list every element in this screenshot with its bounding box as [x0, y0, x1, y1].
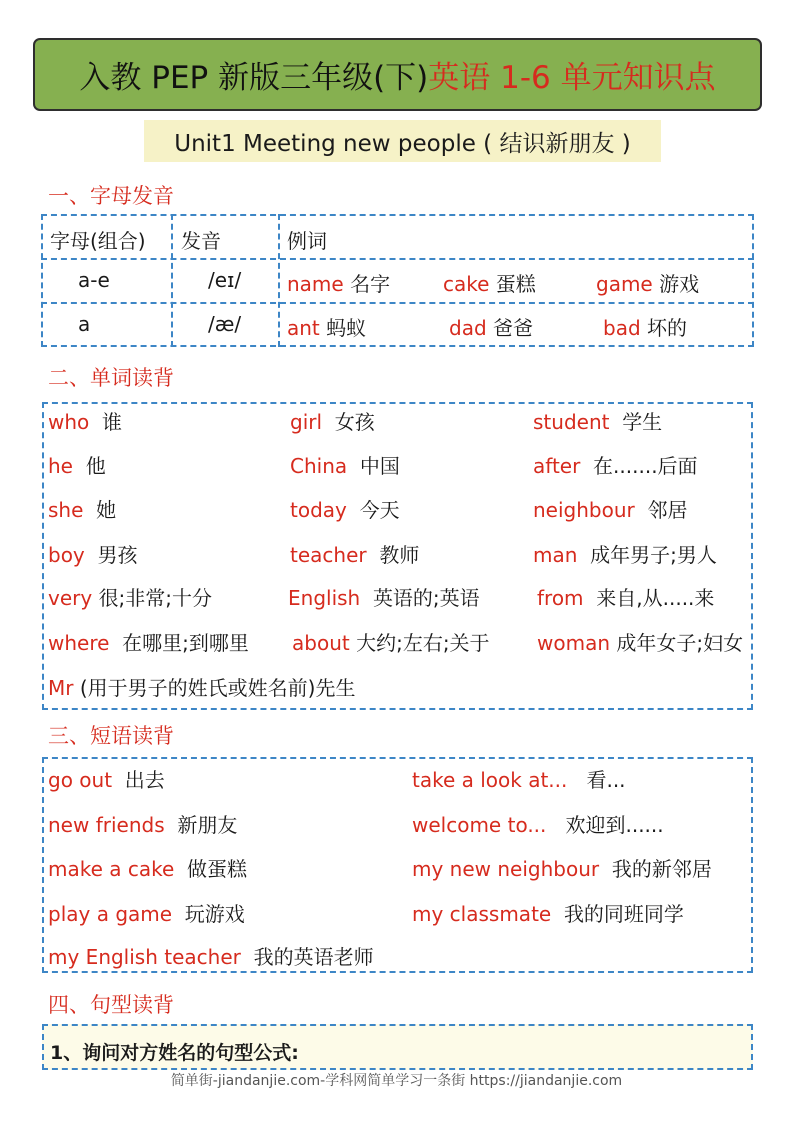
word-today: today 今天 [290, 498, 400, 522]
phonics-divider-1 [171, 214, 173, 347]
phrase-welcome-to: welcome to... 欢迎到...... [412, 813, 664, 837]
header-sound: 发音 [181, 229, 221, 253]
phonics-row-divider-1 [41, 258, 754, 260]
word-he: he 他 [48, 454, 106, 478]
word-mr: Mr (用于男子的姓氏或姓名前)先生 [48, 676, 356, 700]
word-where: where 在哪里;到哪里 [48, 631, 249, 655]
word-from: from 来自,从.....来 [537, 586, 715, 610]
header-examples: 例词 [287, 229, 327, 253]
phrase-take-a-look: take a look at... 看... [412, 768, 626, 792]
word-she: she 她 [48, 498, 117, 522]
word-woman: woman 成年女子;妇女 [537, 631, 744, 655]
sentence-item-1: 1、询问对方姓名的句型公式: [50, 1042, 299, 1064]
letter-2: a [78, 312, 91, 336]
phrase-play-a-game: play a game 玩游戏 [48, 902, 245, 926]
phrase-my-classmate: my classmate 我的同班同学 [412, 902, 684, 926]
example-1-3: game 游戏 [596, 272, 700, 296]
word-boy: boy 男孩 [48, 543, 138, 567]
phrase-my-new-neighbour: my new neighbour 我的新邻居 [412, 857, 712, 881]
word-about: about 大约;左右;关于 [292, 631, 490, 655]
sound-1: /eɪ/ [208, 268, 242, 292]
word-very: very 很;非常;十分 [48, 586, 213, 610]
section3-heading: 三、短语读背 [48, 724, 174, 748]
example-1-2: cake 蛋糕 [443, 272, 536, 296]
section4-heading: 四、句型读背 [48, 993, 174, 1017]
word-english: English 英语的;英语 [288, 586, 480, 610]
word-man: man 成年男子;男人 [533, 543, 717, 567]
section1-heading: 一、字母发音 [48, 184, 174, 208]
sound-2: /æ/ [208, 312, 242, 336]
word-student: student 学生 [533, 410, 663, 434]
word-neighbour: neighbour 邻居 [533, 498, 688, 522]
word-who: who 谁 [48, 410, 122, 434]
phrase-go-out: go out 出去 [48, 768, 165, 792]
footer-watermark: 简单街-jiandanjie.com-学科网简单学习一条街 https://jiandanjie.com [170, 1073, 623, 1089]
phrase-new-friends: new friends 新朋友 [48, 813, 238, 837]
phonics-row-divider-2 [41, 302, 754, 304]
example-1-1: name 名字 [287, 272, 391, 296]
title-part1: 入教 PEP 新版三年级(下) [79, 60, 429, 96]
word-girl: girl 女孩 [290, 410, 375, 434]
example-2-3: bad 坏的 [603, 316, 688, 340]
letter-1: a-e [78, 268, 110, 292]
section2-heading: 二、单词读背 [48, 366, 174, 390]
word-china: China 中国 [290, 454, 400, 478]
title-part2: 英语 1-6 单元知识点 [428, 60, 716, 96]
unit-heading: Unit1 Meeting new people ( 结识新朋友 ) [144, 120, 661, 162]
phrase-make-a-cake: make a cake 做蛋糕 [48, 857, 248, 881]
phonics-divider-2 [278, 214, 280, 347]
word-after: after 在.......后面 [533, 454, 698, 478]
phrase-my-english-teacher: my English teacher 我的英语老师 [48, 945, 374, 969]
header-letter: 字母(组合) [50, 229, 146, 253]
example-2-1: ant 蚂蚁 [287, 316, 367, 340]
example-2-2: dad 爸爸 [449, 316, 534, 340]
word-teacher: teacher 教师 [290, 543, 420, 567]
page-title [33, 38, 762, 111]
